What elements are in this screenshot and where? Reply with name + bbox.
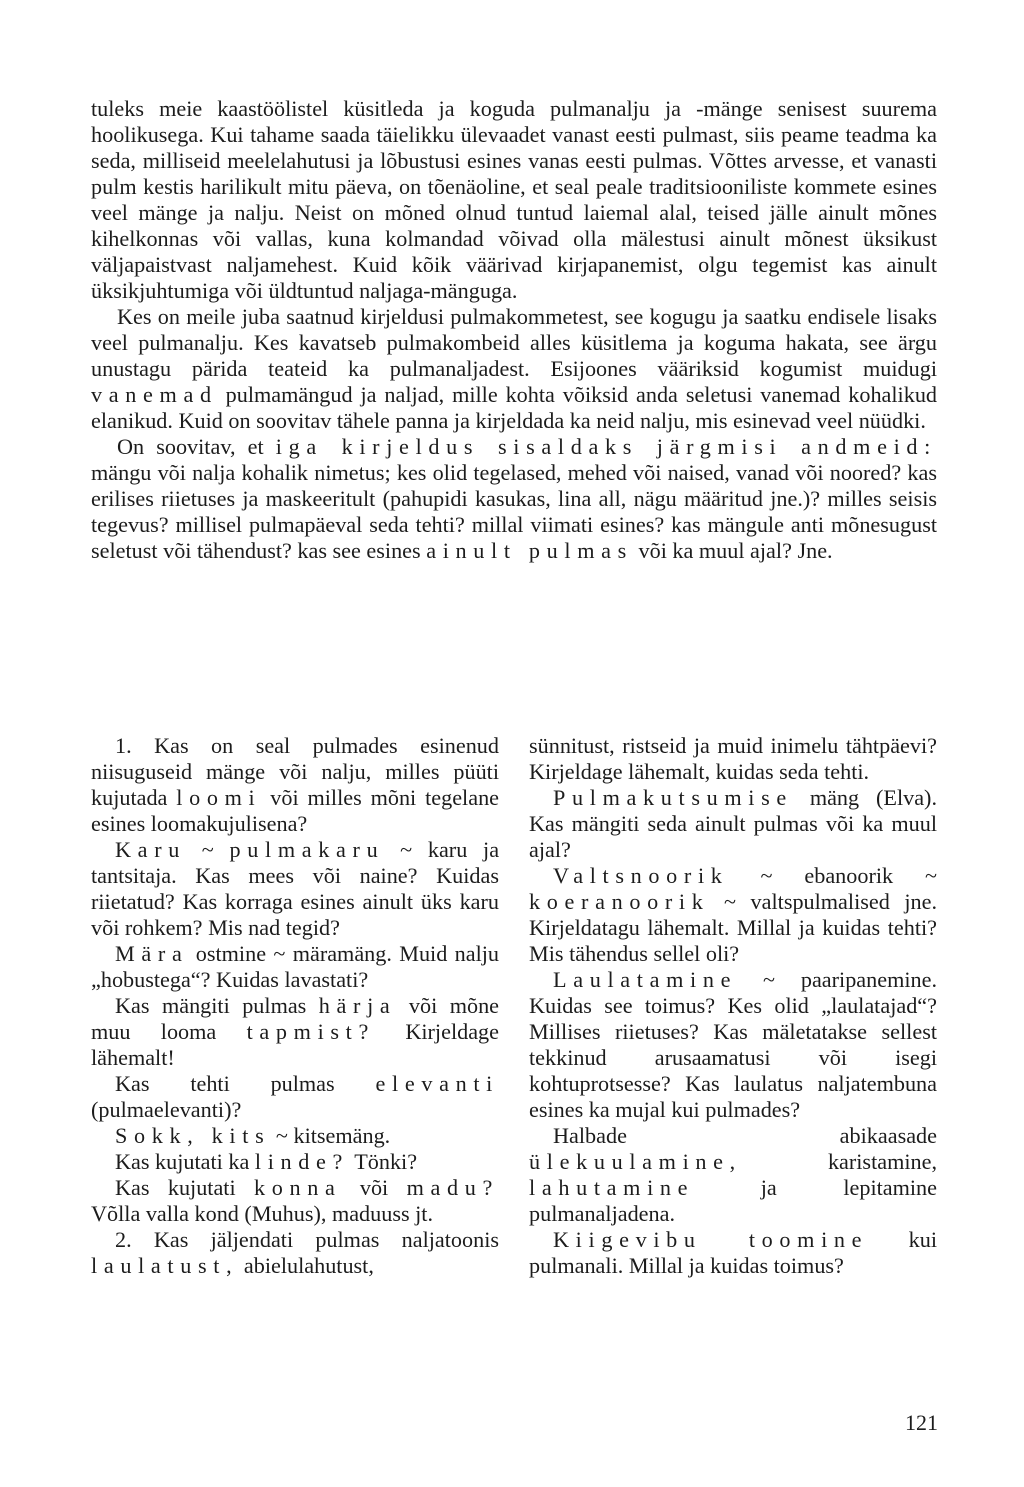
- item-elevant: Kas tehti pulmas elevanti (pulmaelevanti)?: [91, 1071, 499, 1122]
- question-2-continued: sünnitust, ristseid ja muid inimelu tähtpäevi? Kirjeldage lähemalt, kuidas seda tehti.: [529, 733, 937, 784]
- intro-text: [91, 96, 937, 564]
- item-mara: Mära ostmine ~ märamäng. Muid nalju „hobustega“? Kuidas lavastati?: [91, 941, 499, 992]
- left-column: [91, 733, 499, 1279]
- intro-paragraph-2: Kes on meile juba saatnud kirjeldusi pulmakommetest, see kogugu ja saatku endisele lisaks veel pulmanalju. Kes kavatseb pulmakombeid alles küsitlema ja koguma hakata, see ärgu unustagu pärida teateid ka pulmanaljadest. Esijoones vääriksid kogumist muidugi vanemad pulmamängud ja naljad, mille kohta võiksid anda seletusi vanemad kohalikud elanikud. Kuid on soovitav tähele panna ja kirjeldada ka neid nalju, mis esinevad veel nüüdki.: [91, 304, 938, 433]
- right-column: [529, 733, 937, 1279]
- item-halbade-abikaasade: Halbade abikaasade ülekuulamine, karistamine, lahutamine ja lepitamine pulmanaljadena.: [529, 1123, 937, 1226]
- item-karu: Karu ~ pulmakaru ~ karu ja tantsitaja. Kas mees või naine? Kuidas riietatud? Kas korraga esines ainult üks karu või rohkem? Mis nad tegid?: [91, 837, 500, 940]
- item-konna: Kas kujutati konna või madu? Võlla valla kond (Muhus), maduuss jt.: [91, 1175, 500, 1226]
- item-kiigevibu: Kiigevibu toomine kui pulmanali. Millal ja kuidas toimus?: [529, 1227, 937, 1278]
- question-2: 2. Kas jäljendati pulmas naljatoonis laulatust, abielulahutust,: [91, 1227, 499, 1278]
- intro-paragraph-1: tuleks meie kaastöölistel küsitleda ja koguda pulmanalju ja -mänge senisest suurema hoolikusega. Kui tahame saada täielikku ülevaadet vanast eesti pulmast, siis peame teadma ka seda, milliseid meelelahutusi ja lõbustusi esines vanas eesti pulmas. Võttes arvesse, et vanasti pulm kestis harilikult mitu päeva, on tõenäoline, et seal peale traditsiooniliste kommete esines veel mänge ja nalju. Neist on mõned olnud tuntud laiemal alal, teised jälle ainult mõnes kihelkonnas või vallas, kuna kolmandad võivad olla mälestusi ainult mõnest üksikust väljapaistvast naljamehest. Kuid kõik väärivad kirjapanemist, olgu tegemist kas ainult üksikjuhtumiga või üldtuntud naljaga-mänguga.: [91, 96, 937, 303]
- item-pulmakutsumine: Pulmakutsumise mäng (Elva). Kas mängiti seda ainult pulmas või ka muul ajal?: [529, 785, 937, 862]
- item-harja: Kas mängiti pulmas härja või mõne muu looma tapmist? Kirjeldage lähemalt!: [91, 993, 500, 1070]
- question-1: 1. Kas on seal pulmades esinenud niisuguseid mänge või nalju, milles püüti kujutada loomi või milles mõni tegelane esines loomakujulisena?: [91, 733, 500, 836]
- item-linde: Kas kujutati ka linde? Tönki?: [115, 1149, 418, 1174]
- item-valtsnoorik: Valtsnoorik ~ ebanoorik ~ koeranoorik ~ valtspulmalised jne. Kirjeldatagu lähemalt. Millal ja kuidas tehti? Mis tähendus sellel oli?: [529, 863, 938, 966]
- intro-paragraph-3: On soovitav, et iga kirjeldus sisaldaks järgmisi andmeid: mängu või nalja kohalik nimetus; kes olid tegelased, mehed või naised, vanad või noored? kas erilises riietuses ja maskeeritult (pahupidi kasukas, lina all, nägu määritud jne.)? milles seisis tegevus? millisel pulmapäeval seda tehti? millal viimati esines? kas mängule anti mõnesugust seletust või tähendust? kas see esines ainult pulmas või ka muul ajal? Jne.: [91, 434, 937, 563]
- item-sokk: Sokk, kits ~ kitsemäng.: [115, 1123, 391, 1148]
- item-laulatamine: Laulatamine ~ paaripanemine. Kuidas see toimus? Kes olid „laulatajad“? Millises riietuses? Kas mäletatakse sellest tekkinud arusaamatusi või isegi kohtuprotsesse? Kas laulatus naljatembuna esines ka mujal kui pulmades?: [529, 967, 937, 1122]
- page-number: 121: [905, 1410, 938, 1435]
